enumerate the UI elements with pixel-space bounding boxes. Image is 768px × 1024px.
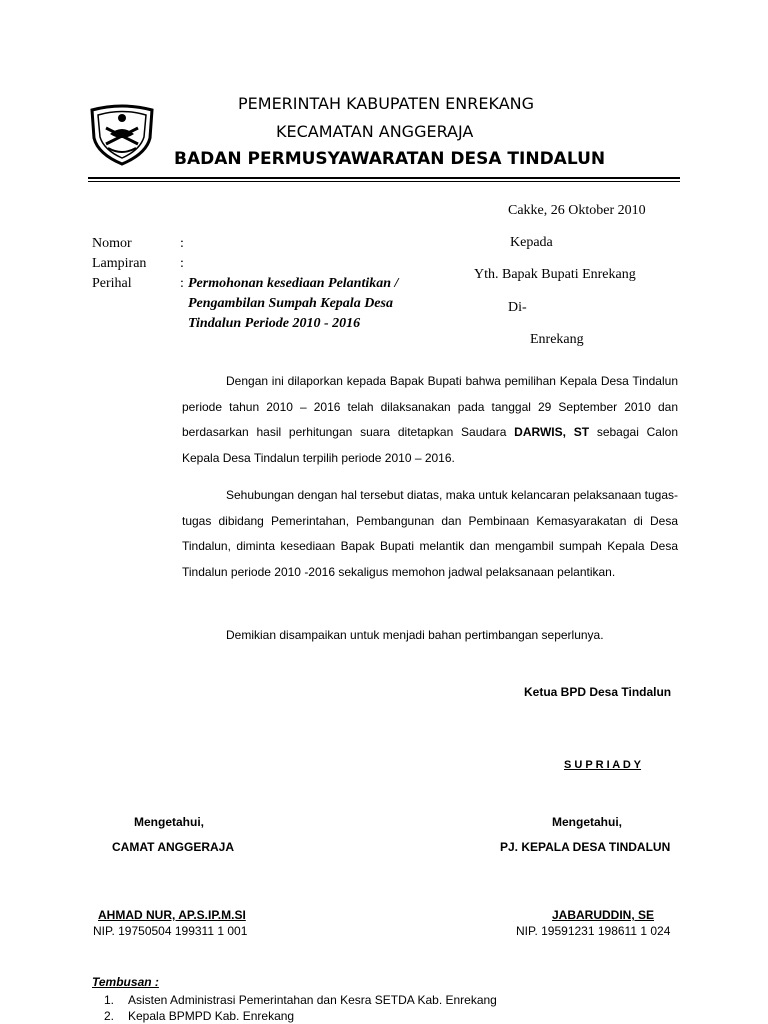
perihal-label: Perihal	[92, 276, 132, 291]
left-ack-position: CAMAT ANGGERAJA	[112, 840, 234, 854]
left-ack-name: AHMAD NUR, AP.S.IP.M.SI	[98, 908, 246, 922]
header-line-2: KECAMATAN ANGGERAJA	[276, 122, 474, 141]
addressee-di: Di-	[508, 300, 527, 315]
list-item	[92, 992, 497, 1008]
right-ack-nip: NIP. 19591231 198611 1 024	[516, 924, 671, 938]
list-item-number: 1.	[104, 993, 115, 1007]
right-ack-position: PJ. KEPALA DESA TINDALUN	[500, 840, 671, 854]
header-line-3: BADAN PERMUSYAWARATAN DESA TINDALUN	[174, 149, 606, 169]
paragraph-1-text: Dengan ini dilaporkan kepada Bapak Bupati bahwa pemilihan Kepala Desa Tindalun periode tahun 2010 – 2016 telah dilaksanakan pada tanggal 29 September 2010 dan berdasarkan hasil perhitungan suara ditetapkan Saudara	[182, 374, 678, 440]
header-rule-thick	[88, 177, 680, 179]
logo	[86, 104, 158, 166]
list-item	[92, 1008, 497, 1024]
body-paragraph-3	[182, 623, 678, 649]
addressee-place: Enrekang	[530, 332, 584, 347]
letter-date: Cakke, 26 Oktober 2010	[508, 203, 646, 218]
header-rule-thin	[88, 181, 680, 182]
right-ack-label: Mengetahui,	[552, 815, 623, 829]
perihal-line-3: Tindalun Periode 2010 - 2016	[188, 316, 361, 331]
paragraph-2-text: Sehubungan dengan hal tersebut diatas, maka untuk kelancaran pelaksanaan tugas-tugas dibidang Pemerintahan, Pembangunan dan Pembinaan Kemasyarakatan di Desa Tindalun, diminta kesediaan Bapak Bupati melantik dan mengambil sumpah Kepala Desa Tindalun periode 2010 -2016 sekaligus memohon jadwal pelaksanaan pelantikan.	[182, 488, 678, 579]
paragraph-3-text: Demikian disampaikan untuk menjadi bahan pertimbangan seperlunya.	[226, 628, 604, 642]
tembusan-label: Tembusan :	[92, 975, 159, 989]
regency-crest-icon	[86, 104, 158, 166]
list-item-text: Kepala BPMPD Kab. Enrekang	[128, 1009, 295, 1023]
nomor-label: Nomor	[92, 236, 132, 251]
tembusan-list	[92, 992, 497, 1024]
body-paragraph-1	[182, 369, 678, 471]
signer-title: Ketua BPD Desa Tindalun	[524, 685, 672, 699]
header-line-1: PEMERINTAH KABUPATEN ENREKANG	[238, 94, 535, 113]
left-ack-label: Mengetahui,	[134, 815, 205, 829]
addressee-yth: Yth. Bapak Bupati Enrekang	[474, 267, 636, 282]
perihal-line-2: Pengambilan Sumpah Kepala Desa	[188, 296, 393, 311]
body-paragraph-2	[182, 483, 678, 585]
lampiran-label: Lampiran	[92, 256, 147, 271]
paragraph-1-text-end: sebagai Calon Kepala Desa Tindalun terpilih periode 2010 – 2016.	[182, 425, 678, 465]
signer-name: S U P R I A D Y	[564, 759, 642, 771]
perihal-colon: :	[180, 276, 184, 291]
lampiran-colon: :	[180, 256, 184, 271]
list-item-number: 2.	[104, 1009, 115, 1023]
addressee-kepada: Kepada	[510, 235, 553, 250]
right-ack-name: JABARUDDIN, SE	[552, 908, 655, 922]
perihal-line-1: Permohonan kesediaan Pelantikan /	[188, 276, 399, 291]
elected-candidate-name: DARWIS, ST	[514, 425, 590, 440]
list-item-text: Asisten Administrasi Pemerintahan dan Kesra SETDA Kab. Enrekang	[128, 993, 497, 1007]
left-ack-nip: NIP. 19750504 199311 1 001	[93, 924, 248, 938]
nomor-colon: :	[180, 236, 184, 251]
